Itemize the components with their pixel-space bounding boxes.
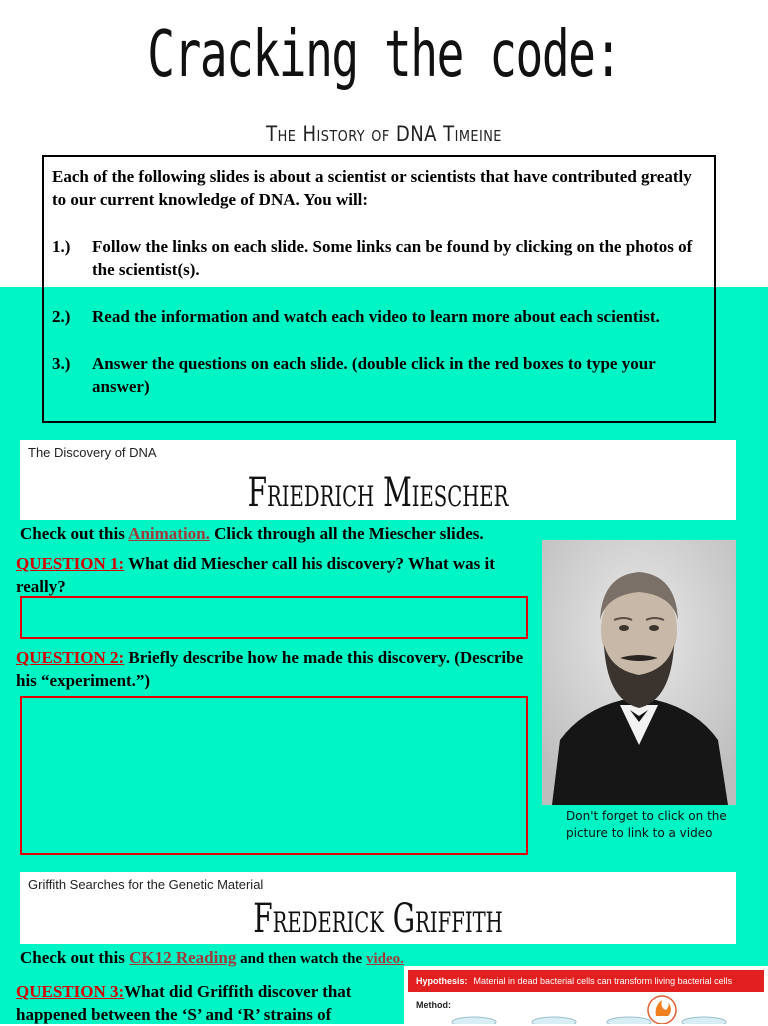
instructions-box (42, 155, 716, 423)
instructions-intro: Each of the following slides is about a scientist or scientists that have contributed greatly to our current knowledge of DNA. You will: (52, 167, 692, 209)
question-label: QUESTION 3: (16, 982, 125, 1001)
instruction-item (52, 352, 706, 398)
question-1 (16, 552, 531, 598)
scientist-name: Friedrich Miescher (247, 470, 509, 516)
question-3 (16, 980, 400, 1026)
instruction-item (52, 235, 706, 281)
question-label: QUESTION 1: (16, 554, 125, 573)
hypothesis-text: Material in dead bacterial cells can transform living bacterial cells (473, 976, 733, 986)
page-subtitle: The History of DNA Timeine (266, 122, 502, 146)
instruction-number: 1.) (52, 237, 71, 256)
video-link[interactable]: video. (365, 951, 404, 967)
portrait-image (542, 540, 736, 805)
griffith-header-card (20, 872, 736, 944)
question-text: What did Griffith discover that happened between the ‘S’ and ‘R’ strains of (16, 982, 352, 1024)
instruction-number: 2.) (52, 307, 71, 326)
scientist-name: Frederick Griffith (253, 896, 503, 942)
section-label: Griffith Searches for the Genetic Material (28, 877, 264, 892)
checkout-text: and then watch the (236, 951, 366, 967)
miescher-photo[interactable] (542, 540, 736, 805)
checkout-text: Check out this (20, 524, 129, 543)
photo-caption: Don't forget to click on the picture to link to a video (566, 809, 727, 840)
ck12-reading-link[interactable]: CK12 Reading (129, 948, 237, 967)
question-text: What did Miescher call his discovery? What was it really? (16, 554, 495, 596)
instruction-text: Answer the questions on each slide. (double click in the red boxes to type your answer) (92, 354, 656, 396)
question-text: Briefly describe how he made this discovery. (Describe his “experiment.”) (16, 648, 524, 690)
instruction-number: 3.) (52, 354, 71, 373)
page-title: Cracking the code: (147, 18, 621, 92)
checkout-line (20, 522, 560, 545)
instruction-text: Follow the links on each slide. Some links can be found by clicking on the photos of the scientist(s). (92, 237, 693, 279)
hypothesis-label: Hypothesis: (416, 976, 468, 986)
question-2 (16, 646, 531, 692)
animation-link[interactable]: Animation. (128, 524, 210, 543)
section-label: The Discovery of DNA (28, 445, 157, 460)
griffith-diagram[interactable] (404, 966, 768, 1024)
instruction-item (52, 305, 706, 328)
question-label: QUESTION 2: (16, 648, 125, 667)
checkout-text: Check out this (20, 948, 130, 967)
checkout-text: Click through all the Miescher slides. (209, 524, 484, 543)
answer-box-1[interactable] (20, 596, 528, 639)
miescher-header-card (20, 440, 736, 520)
method-label: Method: (416, 1000, 451, 1010)
instruction-text: Read the information and watch each video to learn more about each scientist. (92, 307, 660, 326)
answer-box-2[interactable] (20, 696, 528, 855)
diagram-illustration (404, 966, 768, 1024)
